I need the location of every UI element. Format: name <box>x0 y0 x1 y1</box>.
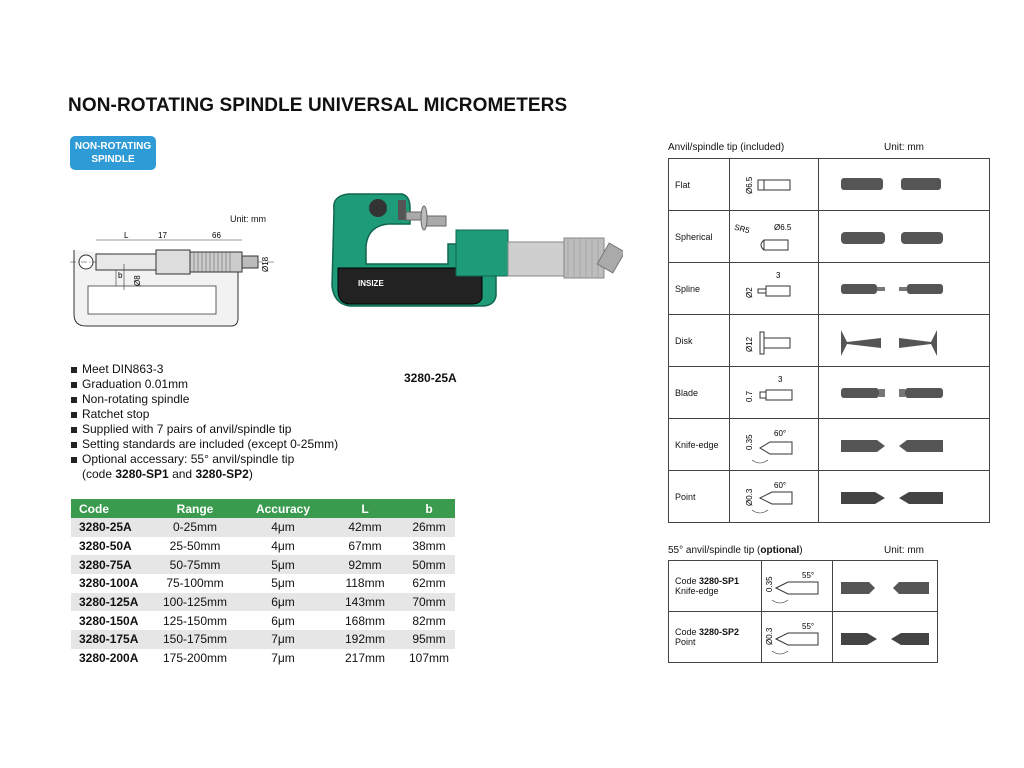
dim-L-label: L <box>124 231 129 240</box>
brand-logo-text: INSIZE <box>358 279 384 288</box>
tip-diagram <box>730 471 819 523</box>
tip-row-flat <box>669 159 990 211</box>
tip-name: Knife-edge <box>669 419 730 471</box>
tip-name: Blade <box>669 367 730 419</box>
feature-item: Setting standards are included (except 0-25mm) <box>70 437 338 452</box>
cell-accuracy: 5μm <box>239 555 327 574</box>
optional-code: 3280-SP2 <box>699 627 740 637</box>
header-L: L <box>327 499 403 518</box>
cell-L: 217mm <box>344 651 385 666</box>
cell-accuracy: 6μm <box>239 593 327 612</box>
page-title: NON-ROTATING SPINDLE UNIVERSAL MICROMETERS <box>68 95 568 116</box>
cell-code: 3280-100A <box>79 576 139 591</box>
cell-b: 50mm <box>403 555 455 574</box>
optional-dim: 55° <box>802 621 815 631</box>
cell-range: 150-175mm <box>151 630 239 649</box>
tip-diagram <box>730 419 819 471</box>
optional-dim: Ø0.3 <box>765 627 774 645</box>
micrometer-product-image <box>318 186 623 338</box>
tip-diagram <box>730 211 819 263</box>
optional-name <box>669 561 762 612</box>
cell-L: 143mm <box>327 593 403 612</box>
tip-dim: Ø2 <box>745 286 754 298</box>
optional-heading-suffix: ) <box>799 545 803 556</box>
cell-code: 3280-75A <box>71 555 151 574</box>
dim-d18-label: Ø18 <box>261 256 270 272</box>
tip-row-blade <box>669 367 990 419</box>
tip-photo <box>819 263 990 315</box>
cell-b: 82mm <box>412 613 446 628</box>
feature-item: Ratchet stop <box>70 407 338 422</box>
table-row <box>71 611 455 630</box>
non-rotating-spindle-badge: NON-ROTATING SPINDLE <box>70 136 156 170</box>
cell-code: 3280-50A <box>79 539 132 554</box>
feature-cont-prefix: (code <box>82 467 116 481</box>
tip-name: Spline <box>669 263 730 315</box>
tip-dim: Ø0.3 <box>745 488 754 506</box>
optional-heading-bold: optional <box>760 545 800 556</box>
tip-name: Disk <box>669 315 730 367</box>
table-row <box>71 555 455 574</box>
micrometer-technical-drawing <box>66 226 276 332</box>
cell-range: 175-200mm <box>162 651 228 666</box>
optional-heading-prefix: 55° anvil/spindle tip ( <box>668 545 761 556</box>
cell-accuracy: 6μm <box>271 613 295 628</box>
table-row <box>71 630 455 649</box>
header-code: Code <box>71 499 151 518</box>
table-row <box>71 574 455 593</box>
tip-photo <box>819 315 990 367</box>
cell-b: 38mm <box>412 539 446 554</box>
optional-unit-label: Unit: mm <box>884 545 924 556</box>
tip-row-point <box>669 471 990 523</box>
tip-dim: 0.35 <box>745 433 754 450</box>
tip-photo <box>819 159 990 211</box>
cell-range: 75-100mm <box>166 576 224 591</box>
cell-code: 3280-200A <box>79 651 139 666</box>
optional-row-sp2 <box>669 612 938 663</box>
tip-dim: 3 <box>778 374 783 384</box>
optional-diagram <box>762 612 833 663</box>
cell-range: 125-150mm <box>162 613 228 628</box>
header-range: Range <box>151 499 239 518</box>
feature-cont-mid: and <box>168 467 196 481</box>
tip-photo <box>819 367 990 419</box>
table-row <box>71 518 455 537</box>
model-label: 3280-25A <box>404 371 457 385</box>
table-row <box>71 537 455 556</box>
feature-item: Optional accessary: 55° anvil/spindle tip <box>70 452 338 467</box>
tip-dim: Ø6.5 <box>745 176 754 194</box>
feature-item: Graduation 0.01mm <box>70 377 338 392</box>
cell-L: 92mm <box>327 555 403 574</box>
tip-row-knife-edge <box>669 419 990 471</box>
feature-item: Supplied with 7 pairs of anvil/spindle tip <box>70 422 338 437</box>
cell-accuracy: 4μm <box>239 518 327 537</box>
optional-dim: 0.35 <box>765 575 774 592</box>
tip-row-spherical <box>669 211 990 263</box>
dim-b-label: b <box>118 271 123 280</box>
cell-range: 50-75mm <box>151 555 239 574</box>
tip-diagram <box>730 315 819 367</box>
table-row <box>71 593 455 612</box>
cell-b: 26mm <box>403 518 455 537</box>
cell-code: 3280-125A <box>71 593 151 612</box>
tip-diagram <box>730 263 819 315</box>
optional-name <box>669 612 762 663</box>
optional-tip-name: Knife-edge <box>675 586 719 596</box>
cell-b: 107mm <box>408 651 449 666</box>
optional-code-prefix: Code <box>675 627 700 637</box>
tip-dim: 60° <box>774 480 787 490</box>
cell-accuracy: 7μm <box>239 630 327 649</box>
tip-diagram <box>730 159 819 211</box>
optional-row-sp1 <box>669 561 938 612</box>
cell-L: 67mm <box>348 539 382 554</box>
dim-d8-label: Ø8 <box>133 275 142 286</box>
feature-cont-code2: 3280-SP2 <box>195 467 249 481</box>
dim-17-label: 17 <box>158 231 167 240</box>
header-accuracy: Accuracy <box>239 499 327 518</box>
optional-code-prefix: Code <box>675 576 700 586</box>
cell-code: 3280-175A <box>71 630 151 649</box>
tip-row-disk <box>669 315 990 367</box>
cell-code: 3280-150A <box>79 613 139 628</box>
tip-name: Point <box>669 471 730 523</box>
tip-diagram <box>730 367 819 419</box>
cell-range: 25-50mm <box>169 539 221 554</box>
drawing-unit-label: Unit: mm <box>230 214 266 224</box>
cell-code: 3280-25A <box>71 518 151 537</box>
optional-code: 3280-SP1 <box>699 576 740 586</box>
tip-dim: Ø12 <box>745 336 754 352</box>
cell-L: 118mm <box>345 576 385 591</box>
cell-L: 192mm <box>327 630 403 649</box>
cell-b: 70mm <box>403 593 455 612</box>
cell-range: 0-25mm <box>151 518 239 537</box>
optional-dim: 55° <box>802 570 815 580</box>
cell-b: 95mm <box>403 630 455 649</box>
tip-photo <box>819 419 990 471</box>
dim-66-label: 66 <box>212 231 221 240</box>
cell-b: 62mm <box>412 576 446 591</box>
cell-accuracy: 7μm <box>271 651 295 666</box>
tip-dim: Ø6.5 <box>774 222 792 232</box>
optional-tip-name: Point <box>675 637 696 647</box>
cell-range: 100-125mm <box>151 593 239 612</box>
feature-item: Non-rotating spindle <box>70 392 338 407</box>
tips-unit-label: Unit: mm <box>884 142 924 153</box>
optional-photo <box>833 612 938 663</box>
optional-heading <box>668 545 803 556</box>
tip-photo <box>819 211 990 263</box>
cell-L: 42mm <box>327 518 403 537</box>
tip-dim: SR5 <box>733 222 751 235</box>
spec-table <box>71 499 455 668</box>
tip-photo <box>819 471 990 523</box>
tip-dim: 60° <box>774 428 787 438</box>
tip-name: Flat <box>669 159 730 211</box>
cell-accuracy: 5μm <box>271 576 295 591</box>
feature-cont-suffix: ) <box>248 467 253 481</box>
optional-photo <box>833 561 938 612</box>
tip-dim: 3 <box>776 270 781 280</box>
optional-diagram <box>762 561 833 612</box>
optional-tips-table <box>668 560 938 663</box>
spec-table-header <box>71 499 455 518</box>
header-b: b <box>403 499 455 518</box>
tip-dim: 0.7 <box>745 390 754 402</box>
tip-name: Spherical <box>669 211 730 263</box>
feature-list <box>70 362 338 482</box>
table-row <box>71 649 455 668</box>
tip-row-spline <box>669 263 990 315</box>
feature-cont-code1: 3280-SP1 <box>115 467 169 481</box>
feature-item: Meet DIN863-3 <box>70 362 338 377</box>
tips-table <box>668 158 990 523</box>
cell-L: 168mm <box>344 613 385 628</box>
tips-heading: Anvil/spindle tip (included) <box>668 142 785 153</box>
cell-accuracy: 4μm <box>271 539 295 554</box>
feature-item-continuation <box>70 467 338 482</box>
